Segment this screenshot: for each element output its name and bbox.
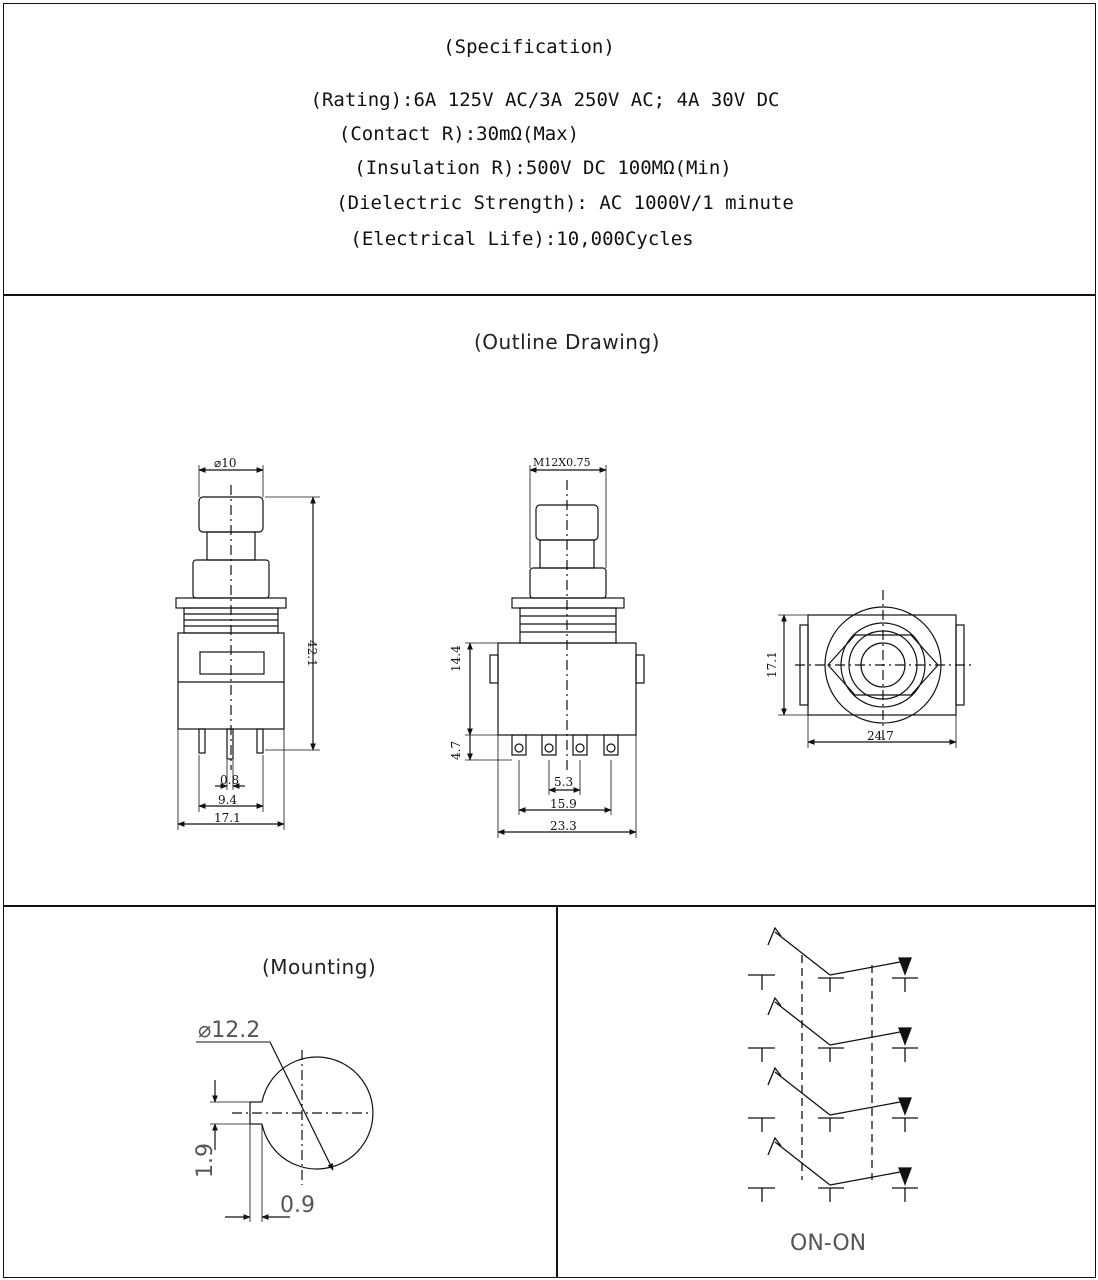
spec-dielectric-strength: (Dielectric Strength): AC 1000V/1 minute bbox=[336, 192, 794, 214]
front-width-label: 23.3 bbox=[550, 819, 577, 833]
spec-rating: (Rating):6A 125V AC/3A 250V AC; 4A 30V DC bbox=[310, 89, 780, 111]
top-view-drawing bbox=[778, 590, 975, 748]
top-width-label: 24.7 bbox=[867, 729, 894, 743]
outline-title: (Outline Drawing) bbox=[474, 330, 660, 354]
spec-contact-resistance: (Contact R):30mΩ(Max) bbox=[338, 123, 580, 145]
front-pin-height-label: 4.7 bbox=[449, 740, 463, 760]
switch-schematic bbox=[748, 928, 918, 1202]
mounting-dia-label: ⌀12.2 bbox=[198, 1018, 261, 1043]
spec-title: (Specification) bbox=[443, 36, 615, 58]
side-pitch-label: 9.4 bbox=[218, 793, 238, 807]
mounting-title: (Mounting) bbox=[262, 955, 377, 979]
top-height-label: 17.1 bbox=[765, 651, 779, 678]
mounting-key-width-label: 0.9 bbox=[280, 1193, 315, 1218]
side-view-drawing bbox=[176, 465, 320, 830]
front-thread-label: M12X0.75 bbox=[533, 456, 591, 469]
side-dia-label: ⌀10 bbox=[214, 456, 237, 470]
front-body-height-label: 14.4 bbox=[449, 645, 463, 672]
side-height-label: 42.1 bbox=[305, 640, 319, 667]
front-outer-pitch-label: 15.9 bbox=[550, 797, 577, 811]
side-width-label: 17.1 bbox=[214, 811, 241, 825]
mounting-key-height-label: 1.9 bbox=[193, 1143, 218, 1178]
side-pin-label: 0.8 bbox=[220, 773, 240, 787]
switch-type-label: ON-ON bbox=[790, 1231, 867, 1256]
spec-insulation-resistance: (Insulation R):500V DC 100MΩ(Min) bbox=[354, 157, 732, 179]
spec-electrical-life: (Electrical Life):10,000Cycles bbox=[350, 228, 694, 250]
front-pin-pitch-label: 5.3 bbox=[554, 775, 574, 789]
